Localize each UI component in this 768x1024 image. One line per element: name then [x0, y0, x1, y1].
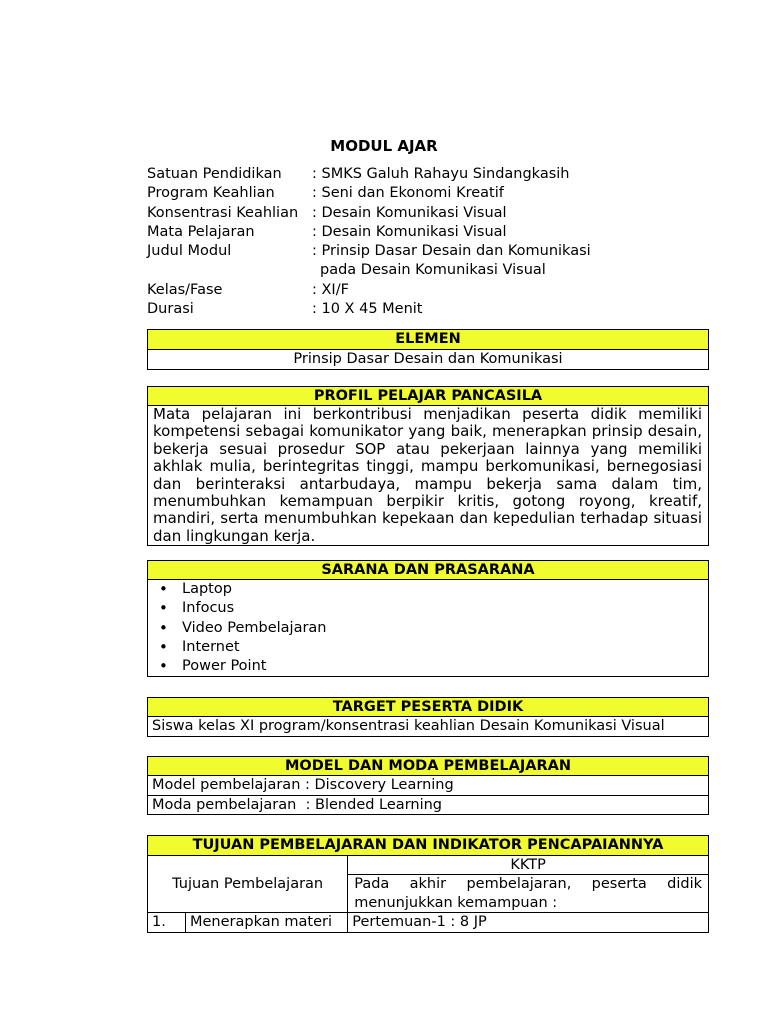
kktp-column-header: KKTP: [348, 855, 709, 875]
table-row: [148, 913, 709, 933]
target-section: [147, 697, 709, 737]
moda-row: Moda pembelajaran : Blended Learning: [152, 796, 443, 813]
list-item: • Video Pembelajaran: [182, 619, 708, 638]
info-label: Mata Pelajaran: [147, 223, 255, 240]
elemen-section: [147, 329, 709, 370]
list-item: • Infocus: [182, 599, 708, 618]
info-value: : XI/F: [312, 281, 349, 298]
row-tujuan: Menerapkan materi: [186, 913, 348, 933]
info-value: : Prinsip Dasar Desain dan Komunikasi pada Desain Komunikasi Visual: [312, 243, 591, 279]
document-title: MODUL AJAR: [330, 137, 438, 155]
info-value: : Desain Komunikasi Visual: [312, 204, 507, 221]
tujuan-column-header: Tujuan Pembelajaran: [148, 855, 348, 913]
profil-heading: PROFIL PELAJAR PANCASILA: [148, 387, 708, 406]
tujuan-heading: TUJUAN PEMBELAJARAN DAN INDIKATOR PENCAPAIANNYA: [148, 836, 709, 856]
info-row-konsentrasi: [147, 204, 627, 223]
profil-content: Mata pelajaran ini berkontribusi menjadikan peserta didik memiliki kompetensi sebagai komunikator yang baik, menerapkan prinsip desain, bekerja sesuai prosedur SOP atau pekerjaan lainnya yang memiliki akhlak mulia, berintegritas tinggi, mampu berkomunikasi, bernegosiasi dan berinteraksi antarbudaya, mampu bekerja sama dalam tim, menumbuhkan kemampuan berpikir kritis, gotong royong, kreatif, mandiri, serta menumbuhkan kepekaan dan kepedulian terhadap situasi dan lingkungan kerja.: [153, 405, 702, 545]
info-label: Program Keahlian: [147, 185, 275, 202]
row-kktp: Pertemuan-1 : 8 JP: [348, 913, 709, 933]
info-value: : Desain Komunikasi Visual: [312, 223, 507, 240]
info-value: : Seni dan Ekonomi Kreatif: [312, 185, 504, 202]
kktp-intro: Pada akhir pembelajaran, peserta didik menunjukkan kemampuan :: [348, 875, 709, 913]
info-value: : SMKS Galuh Rahayu Sindangkasih: [312, 166, 570, 182]
profil-section: [147, 386, 709, 546]
target-heading: TARGET PESERTA DIDIK: [148, 698, 708, 717]
list-item: • Internet: [182, 638, 708, 657]
list-item: • Power Point: [182, 657, 708, 676]
module-info: [147, 165, 627, 319]
info-value: : 10 X 45 Menit: [312, 301, 423, 318]
elemen-content: Prinsip Dasar Desain dan Komunikasi: [293, 351, 563, 367]
sarana-heading: SARANA DAN PRASARANA: [148, 561, 708, 580]
info-row-mapel: [147, 223, 627, 242]
list-item: • Laptop: [182, 580, 708, 599]
tujuan-section: [147, 835, 709, 933]
info-label: Judul Modul: [147, 243, 232, 260]
sarana-section: [147, 560, 709, 677]
info-row-satuan: [147, 165, 627, 184]
info-row-judul: [147, 242, 627, 281]
target-content: Siswa kelas XI program/konsentrasi keahlian Desain Komunikasi Visual: [152, 718, 665, 734]
info-label: Konsentrasi Keahlian: [147, 204, 299, 221]
info-row-kelas: [147, 281, 627, 300]
info-label: Durasi: [147, 301, 194, 318]
tujuan-table: [147, 835, 709, 933]
info-row-durasi: [147, 300, 627, 319]
elemen-heading: ELEMEN: [148, 330, 708, 350]
info-label: Kelas/Fase: [147, 281, 223, 298]
model-heading: MODEL DAN MODA PEMBELAJARAN: [148, 757, 708, 776]
info-row-program: [147, 184, 627, 203]
row-number: 1.: [148, 913, 186, 933]
model-section: [147, 756, 709, 815]
sarana-list: [148, 580, 708, 676]
info-label: Satuan Pendidikan: [147, 166, 282, 182]
model-row: Model pembelajaran : Discovery Learning: [148, 776, 708, 796]
